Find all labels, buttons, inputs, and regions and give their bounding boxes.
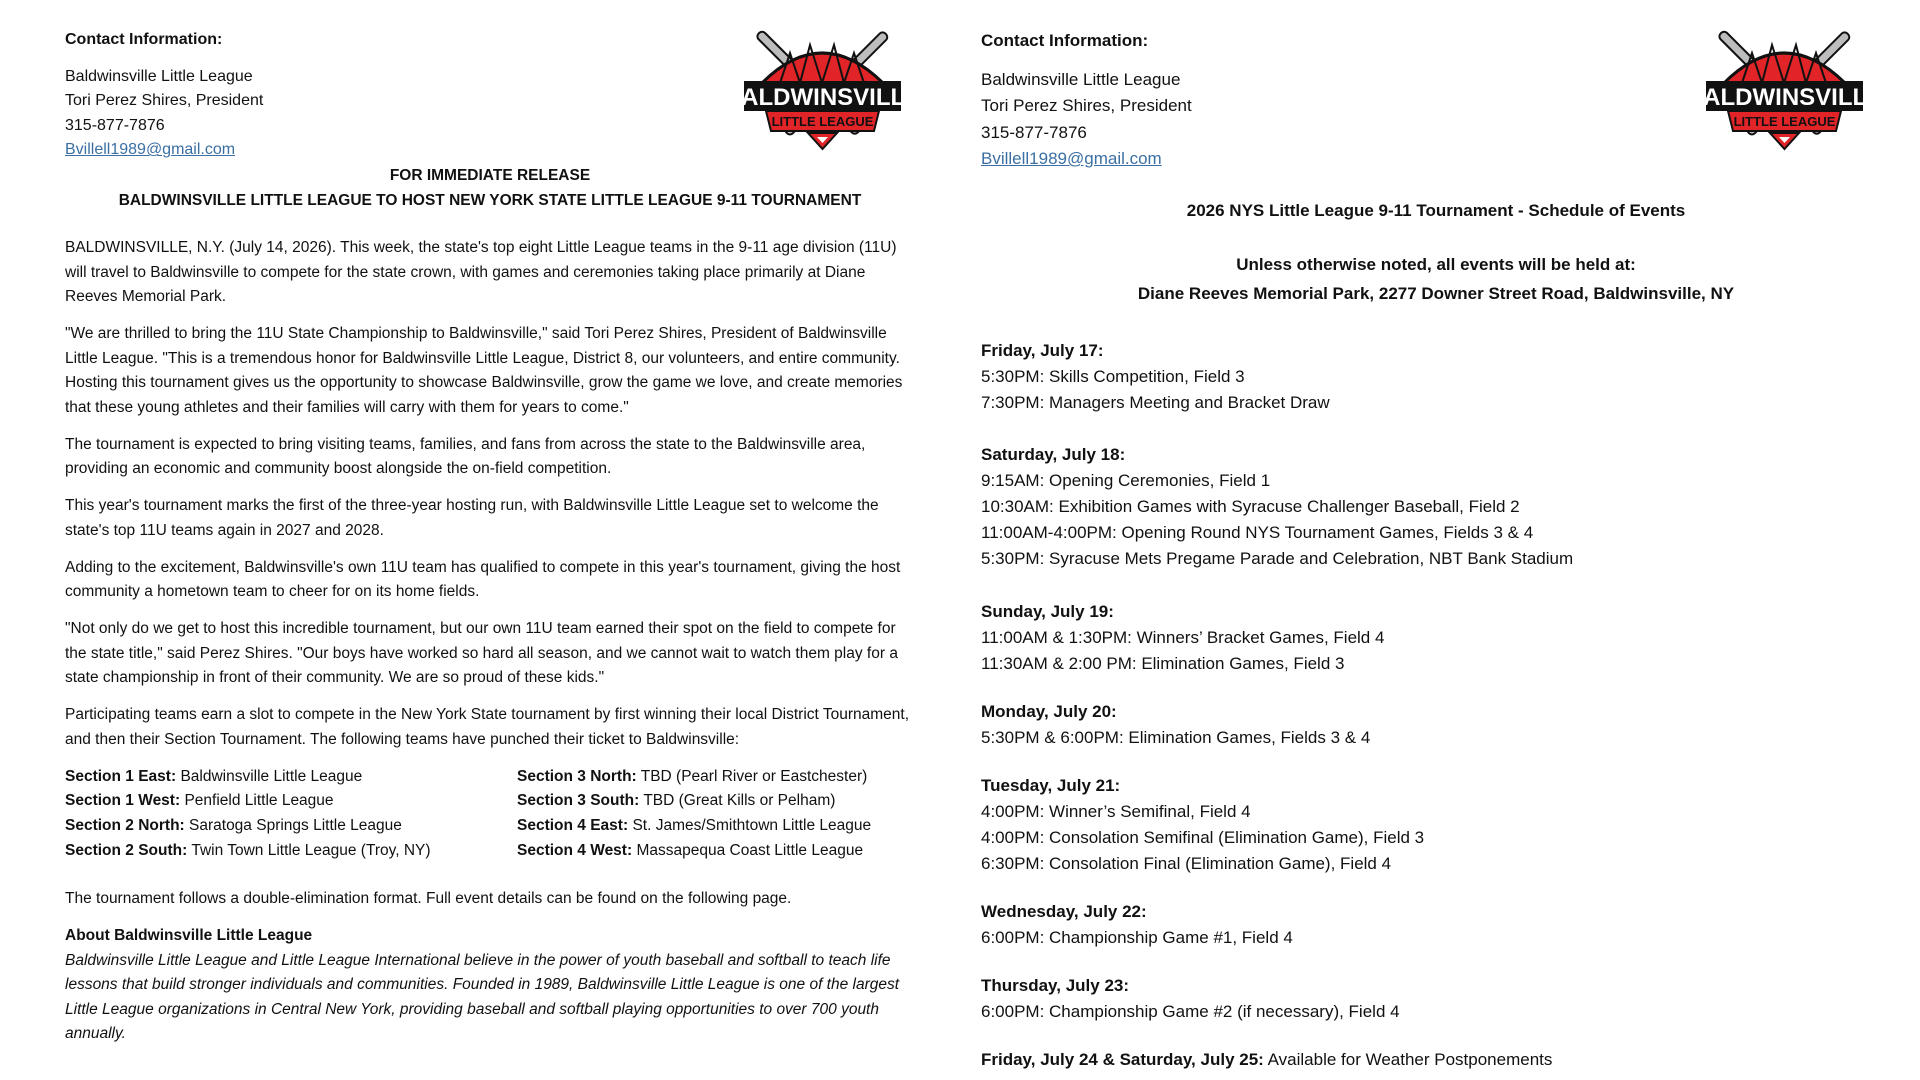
event-line: 11:30AM & 2:00 PM: Elimination Games, Field 3 — [981, 654, 1345, 673]
event-line: 5:30PM: Skills Competition, Field 3 — [981, 367, 1245, 386]
event-line: 4:00PM: Consolation Semifinal (Elimination Game), Field 3 — [981, 828, 1425, 847]
release-heading — [65, 164, 915, 213]
league-logo — [723, 25, 922, 155]
svg-text:BALDWINSVILLE: BALDWINSVILLE — [1685, 84, 1884, 111]
release-paragraph: "Not only do we get to host this incredible tournament, but our own 11U team earned their spot on the field to compete for the state title," said Perez Shires. "Our boys have worked so hard all season, and we cannot wait to watch them play for a state championship in front of their community. We are so proud of these kids." — [65, 620, 898, 687]
release-paragraph: "We are thrilled to bring the 11U State Championship to Baldwinsville," said Tori Perez Shires, President of Baldwinsville Little League. "This is a tremendous honor for Baldwinsville Little League, District 8, our volunteers, and entire community. Hosting this tournament gives us the opportunity to showcase Baldwinsville, grow the game we love, and create memories that these young athletes and their families will carry with them for years to come." — [65, 325, 903, 416]
contact-phone: 315-877-7876 — [65, 116, 165, 134]
contact-email-link[interactable]: Bvillell1989@gmail.com — [65, 141, 236, 159]
about-heading: About Baldwinsville Little League — [65, 927, 313, 945]
schedule-page — [960, 0, 1920, 1080]
team-entry: Section 4 West: Massapequa Coast Little League — [517, 841, 864, 859]
contact-email-link[interactable]: Bvillell1989@gmail.com — [981, 149, 1162, 168]
venue-line: Unless otherwise noted, all events will be held at: — [1236, 255, 1636, 274]
release-body — [65, 236, 920, 1047]
contact-heading: Contact Information: — [981, 31, 1149, 50]
venue-line: Diane Reeves Memorial Park, 2277 Downer Street Road, Baldwinsville, NY — [1137, 284, 1735, 303]
team-entry: Section 2 South: Twin Town Little League (Troy, NY) — [65, 841, 431, 859]
event-line: 5:30PM: Syracuse Mets Pregame Parade and Celebration, NBT Bank Stadium — [981, 549, 1574, 568]
release-paragraph: BALDWINSVILLE, N.Y. (July 14, 2026). This week, the state's top eight Little League teams in the 9-11 age division (11U) will travel to Baldwinsville to compete for the state crown, with games and ceremonies taking place primarily at Diane Reeves Memorial Park. — [65, 239, 897, 306]
contact-heading: Contact Information: — [65, 31, 223, 48]
day-heading: Friday, July 17: — [981, 341, 1104, 360]
schedule — [981, 198, 1891, 1073]
release-paragraph: The tournament is expected to bring visiting teams, families, and fans from across the state to the Baldwinsville area, providing an economic and community boost alongside the on-field competition. — [65, 435, 866, 478]
schedule-day — [981, 1047, 1891, 1073]
team-entry: Section 2 North: Saratoga Springs Little League — [65, 816, 402, 834]
day-heading: Saturday, July 18: — [981, 445, 1126, 464]
day-heading: Sunday, July 19: — [981, 602, 1114, 621]
event-line: 10:30AM: Exhibition Games with Syracuse Challenger Baseball, Field 2 — [981, 497, 1520, 516]
event-line: 6:30PM: Consolation Final (Elimination Game), Field 4 — [981, 854, 1392, 873]
contact-person: Tori Perez Shires, President — [65, 92, 264, 110]
event-line: 5:30PM & 6:00PM: Elimination Games, Fields 3 & 4 — [981, 728, 1371, 747]
schedule-day — [981, 699, 1891, 751]
event-line: 6:00PM: Championship Game #1, Field 4 — [981, 928, 1293, 947]
contact-block — [981, 28, 1192, 173]
about-text: Baldwinsville Little League and Little League International believe in the power of youth baseball and softball to teach life lessons that build stronger individuals and communities. Founded in 1989, Baldwinsville Little League is one of the largest Little League organizations in Central New York, providing baseball and softball playing opportunities to over 700 youth annually. — [65, 951, 900, 1043]
event-line: 9:15AM: Opening Ceremonies, Field 1 — [981, 471, 1271, 490]
schedule-day — [981, 599, 1891, 677]
teams-grid — [65, 765, 920, 863]
schedule-day — [981, 899, 1891, 951]
release-paragraph: Participating teams earn a slot to compete in the New York State tournament by first winning their local District Tournament, and then their Section Tournament. The following teams have punched their ticket to Baldwinsville: — [65, 706, 910, 748]
team-entry: Section 1 West: Penfield Little League — [65, 792, 334, 810]
schedule-day — [981, 338, 1891, 416]
team-entry: Section 1 East: Baldwinsville Little League — [65, 767, 363, 785]
contact-org: Baldwinsville Little League — [65, 67, 253, 85]
day-heading: Friday, July 24 & Saturday, July 25: — [981, 1050, 1264, 1069]
team-entry: Section 4 East: St. James/Smithtown Little League — [517, 816, 872, 834]
day-heading: Monday, July 20: — [981, 702, 1117, 721]
event-line: 11:00AM & 1:30PM: Winners’ Bracket Games, Field 4 — [981, 628, 1385, 647]
schedule-day — [981, 973, 1891, 1025]
venue-note — [981, 250, 1891, 308]
event-line: 7:30PM: Managers Meeting and Bracket Draw — [981, 393, 1330, 412]
day-heading: Wednesday, July 22: — [981, 902, 1147, 921]
day-heading: Tuesday, July 21: — [981, 776, 1121, 795]
release-paragraph: This year's tournament marks the first of the three-year hosting run, with Baldwinsville Little League set to welcome the state's top 11U teams again in 2027 and 2028. — [65, 497, 879, 539]
event-line: Available for Weather Postponements — [1267, 1050, 1553, 1069]
schedule-day — [981, 773, 1891, 877]
svg-text:LITTLE LEAGUE: LITTLE LEAGUE — [771, 114, 874, 129]
release-label: FOR IMMEDIATE RELEASE — [389, 167, 591, 184]
league-logo — [1685, 25, 1884, 155]
event-line: 4:00PM: Winner’s Semifinal, Field 4 — [981, 802, 1251, 821]
day-heading: Thursday, July 23: — [981, 976, 1130, 995]
schedule-day — [981, 442, 1891, 572]
schedule-title: 2026 NYS Little League 9-11 Tournament - Schedule of Events — [1186, 201, 1686, 220]
contact-person: Tori Perez Shires, President — [981, 96, 1192, 115]
event-line: 6:00PM: Championship Game #2 (if necessary), Field 4 — [981, 1002, 1400, 1021]
team-entry: Section 3 South: TBD (Great Kills or Pelham) — [517, 792, 836, 810]
team-entry: Section 3 North: TBD (Pearl River or Eastchester) — [517, 767, 868, 785]
release-paragraph: Adding to the excitement, Baldwinsville's own 11U team has qualified to compete in this year's tournament, giving the host community a hometown team to cheer for on its home fields. — [65, 558, 901, 601]
svg-text:BALDWINSVILLE: BALDWINSVILLE — [723, 84, 922, 111]
event-line: 11:00AM-4:00PM: Opening Round NYS Tournament Games, Fields 3 & 4 — [981, 523, 1534, 542]
release-headline: BALDWINSVILLE LITTLE LEAGUE TO HOST NEW YORK STATE LITTLE LEAGUE 9-11 TOURNAMENT — [118, 191, 862, 209]
contact-block — [65, 28, 263, 163]
format-note: The tournament follows a double-elimination format. Full event details can be found on the following page. — [65, 890, 792, 908]
contact-org: Baldwinsville Little League — [981, 69, 1181, 89]
contact-phone: 315-877-7876 — [981, 122, 1087, 142]
svg-text:LITTLE LEAGUE: LITTLE LEAGUE — [1733, 114, 1836, 129]
